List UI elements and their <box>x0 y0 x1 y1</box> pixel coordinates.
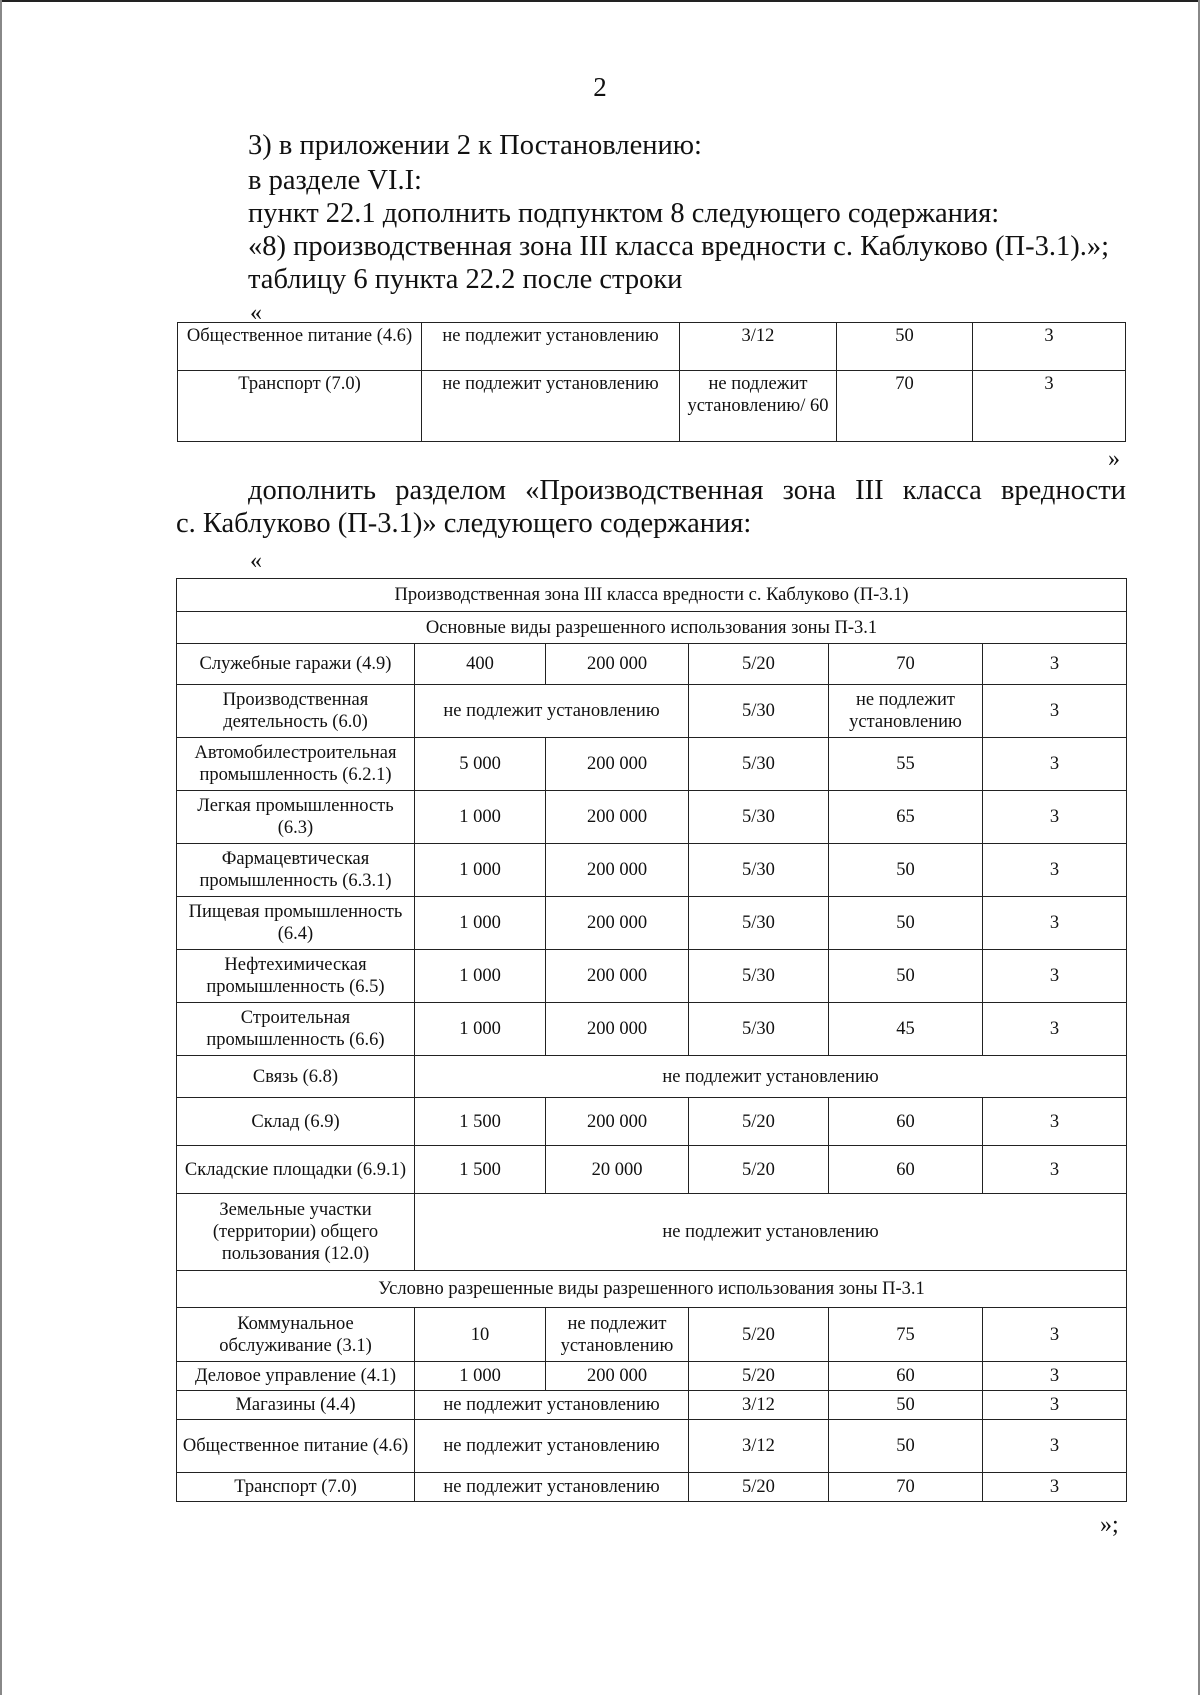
area-not-set: не подлежит установлению <box>415 1391 689 1420</box>
coverage-percent: 50 <box>829 1420 983 1473</box>
section-instruction-line: дополнить разделом «Производственная зона III класса вредности <box>248 475 1126 506</box>
table1-cell: 3/12 <box>680 323 837 371</box>
table-row <box>177 644 1127 685</box>
use-name: Общественное питание (4.6) <box>177 1420 415 1473</box>
section-instruction-continued: с. Каблуково (П-3.1)» следующего содержания: <box>176 508 752 539</box>
table-title: Производственная зона III класса вредности с. Каблуково (П-3.1) <box>177 579 1127 612</box>
closing-quote: » <box>1108 446 1120 472</box>
floors-height: 5/30 <box>689 685 829 738</box>
coverage-percent: 70 <box>829 644 983 685</box>
floors-height: 3/12 <box>689 1420 829 1473</box>
table-row <box>177 1146 1127 1194</box>
setback: 3 <box>983 844 1127 897</box>
params-not-set: не подлежит установлению <box>415 1194 1127 1271</box>
table-row <box>177 844 1127 897</box>
table-row <box>177 1420 1127 1473</box>
min-area: 1 000 <box>415 844 546 897</box>
coverage-percent: 55 <box>829 738 983 791</box>
min-area: 400 <box>415 644 546 685</box>
max-area: не подлежит установлению <box>546 1308 689 1362</box>
coverage-percent: 65 <box>829 791 983 844</box>
min-area: 5 000 <box>415 738 546 791</box>
use-name: Склад (6.9) <box>177 1098 415 1146</box>
table-row <box>177 1391 1127 1420</box>
use-name: Складские площадки (6.9.1) <box>177 1146 415 1194</box>
intro-line-2: в разделе VI.I: <box>248 165 422 196</box>
table1-cell: 3 <box>973 323 1126 371</box>
use-name: Связь (6.8) <box>177 1056 415 1098</box>
table-row <box>177 1194 1127 1271</box>
section-header-row <box>177 612 1127 644</box>
coverage-percent: 50 <box>829 1391 983 1420</box>
use-name: Коммунальное обслуживание (3.1) <box>177 1308 415 1362</box>
floors-height: 5/20 <box>689 644 829 685</box>
min-area: 10 <box>415 1308 546 1362</box>
setback: 3 <box>983 1098 1127 1146</box>
min-area: 1 000 <box>415 791 546 844</box>
max-area: 200 000 <box>546 844 689 897</box>
table1-cell: Транспорт (7.0) <box>178 371 422 442</box>
floors-height: 3/12 <box>689 1391 829 1420</box>
table-row <box>177 685 1127 738</box>
floors-height: 5/20 <box>689 1146 829 1194</box>
table-row <box>177 1098 1127 1146</box>
table-row <box>177 1308 1127 1362</box>
opening-quote-2: « <box>250 548 262 574</box>
use-name: Пищевая промышленность (6.4) <box>177 897 415 950</box>
max-area: 200 000 <box>546 1098 689 1146</box>
use-name: Автомобилестроительная промышленность (6.2.1) <box>177 738 415 791</box>
table-row <box>177 791 1127 844</box>
coverage-percent: 60 <box>829 1362 983 1391</box>
table1-cell: не подлежит установлению <box>422 323 680 371</box>
coverage-percent: 50 <box>829 844 983 897</box>
params-not-set: не подлежит установлению <box>415 1056 1127 1098</box>
table1-cell: 50 <box>837 323 973 371</box>
table1-cell: 70 <box>837 371 973 442</box>
area-not-set: не подлежит установлению <box>415 685 689 738</box>
max-area: 200 000 <box>546 738 689 791</box>
table-row <box>177 1362 1127 1391</box>
page-left-edge <box>0 0 2 1695</box>
table-row <box>177 950 1127 1003</box>
table-row <box>177 897 1127 950</box>
setback: 3 <box>983 1473 1127 1502</box>
use-name: Легкая промышленность (6.3) <box>177 791 415 844</box>
table-row <box>177 1003 1127 1056</box>
table-row <box>177 1056 1127 1098</box>
min-area: 1 000 <box>415 897 546 950</box>
max-area: 200 000 <box>546 897 689 950</box>
max-area: 20 000 <box>546 1146 689 1194</box>
coverage-percent: 60 <box>829 1146 983 1194</box>
floors-height: 5/30 <box>689 844 829 897</box>
max-area: 200 000 <box>546 791 689 844</box>
floors-height: 5/30 <box>689 738 829 791</box>
use-name: Земельные участки (территории) общего пользования (12.0) <box>177 1194 415 1271</box>
floors-height: 5/20 <box>689 1308 829 1362</box>
page-top-edge <box>0 0 1200 2</box>
setback: 3 <box>983 738 1127 791</box>
min-area: 1 000 <box>415 1362 546 1391</box>
coverage-percent: 50 <box>829 897 983 950</box>
min-area: 1 500 <box>415 1146 546 1194</box>
section-header-main: Основные виды разрешенного использования зоны П-3.1 <box>177 612 1127 644</box>
table-row <box>178 323 1126 371</box>
setback: 3 <box>983 1420 1127 1473</box>
coverage-percent: 70 <box>829 1473 983 1502</box>
table-row <box>177 738 1127 791</box>
section-header-row <box>177 1271 1127 1308</box>
closing-quote-final: »; <box>1100 1512 1119 1538</box>
min-area: 1 500 <box>415 1098 546 1146</box>
table1-cell: не подлежит установлению/ 60 <box>680 371 837 442</box>
min-area: 1 000 <box>415 1003 546 1056</box>
table1-cell: Общественное питание (4.6) <box>178 323 422 371</box>
intro-line-5: таблицу 6 пункта 22.2 после строки <box>248 264 683 295</box>
setback: 3 <box>983 1003 1127 1056</box>
opening-quote: « <box>250 300 262 326</box>
setback: 3 <box>983 644 1127 685</box>
coverage-percent: не подлежит установлению <box>829 685 983 738</box>
setback: 3 <box>983 897 1127 950</box>
use-name: Служебные гаражи (4.9) <box>177 644 415 685</box>
use-name: Фармацевтическая промышленность (6.3.1) <box>177 844 415 897</box>
setback: 3 <box>983 1308 1127 1362</box>
intro-line-1: 3) в приложении 2 к Постановлению: <box>248 130 702 161</box>
table-row <box>178 371 1126 442</box>
setback: 3 <box>983 950 1127 1003</box>
setback: 3 <box>983 685 1127 738</box>
floors-height: 5/30 <box>689 791 829 844</box>
floors-height: 5/30 <box>689 897 829 950</box>
coverage-percent: 60 <box>829 1098 983 1146</box>
floors-height: 5/20 <box>689 1098 829 1146</box>
floors-height: 5/20 <box>689 1362 829 1391</box>
setback: 3 <box>983 1146 1127 1194</box>
use-name: Транспорт (7.0) <box>177 1473 415 1502</box>
setback: 3 <box>983 791 1127 844</box>
max-area: 200 000 <box>546 1003 689 1056</box>
floors-height: 5/30 <box>689 1003 829 1056</box>
coverage-percent: 75 <box>829 1308 983 1362</box>
floors-height: 5/20 <box>689 1473 829 1502</box>
table-previous-rows <box>177 322 1126 442</box>
area-not-set: не подлежит установлению <box>415 1473 689 1502</box>
section-header-conditional: Условно разрешенные виды разрешенного использования зоны П-3.1 <box>177 1271 1127 1308</box>
intro-line-4: «8) производственная зона III класса вредности с. Каблуково (П-3.1).»; <box>248 231 1109 262</box>
setback: 3 <box>983 1391 1127 1420</box>
use-name: Деловое управление (4.1) <box>177 1362 415 1391</box>
use-name: Строительная промышленность (6.6) <box>177 1003 415 1056</box>
table-title-row <box>177 579 1127 612</box>
table1-cell: не подлежит установлению <box>422 371 680 442</box>
use-name: Производственная деятельность (6.0) <box>177 685 415 738</box>
intro-line-3: пункт 22.1 дополнить подпунктом 8 следующего содержания: <box>248 198 1000 229</box>
area-not-set: не подлежит установлению <box>415 1420 689 1473</box>
use-name: Магазины (4.4) <box>177 1391 415 1420</box>
floors-height: 5/30 <box>689 950 829 1003</box>
setback: 3 <box>983 1362 1127 1391</box>
table1-cell: 3 <box>973 371 1126 442</box>
table-zone-p31 <box>176 578 1127 1502</box>
coverage-percent: 50 <box>829 950 983 1003</box>
use-name: Нефтехимическая промышленность (6.5) <box>177 950 415 1003</box>
max-area: 200 000 <box>546 644 689 685</box>
max-area: 200 000 <box>546 1362 689 1391</box>
table-row <box>177 1473 1127 1502</box>
min-area: 1 000 <box>415 950 546 1003</box>
max-area: 200 000 <box>546 950 689 1003</box>
coverage-percent: 45 <box>829 1003 983 1056</box>
page-number: 2 <box>593 72 607 102</box>
